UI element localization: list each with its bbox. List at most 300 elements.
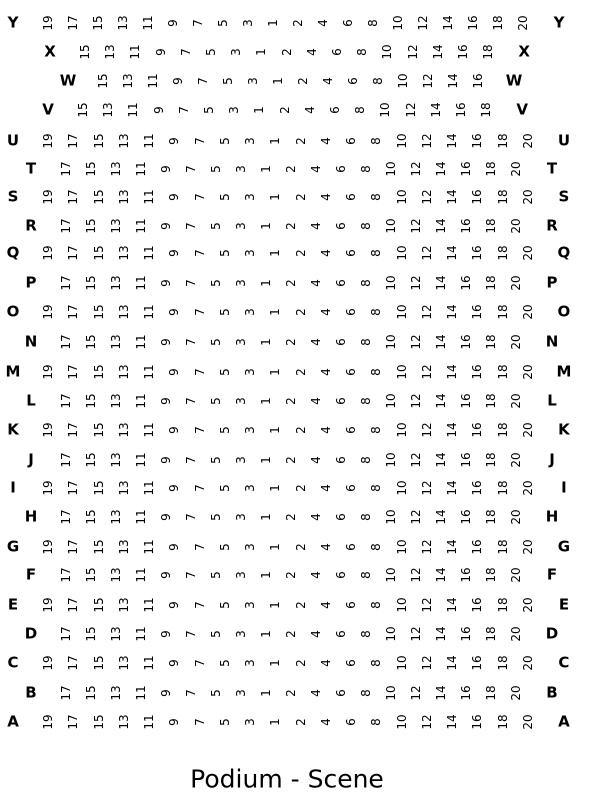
seat-number[interactable]: 10: [394, 597, 409, 613]
seat-number[interactable]: 1: [268, 601, 283, 609]
seat-number[interactable]: 18: [484, 509, 498, 525]
seat-number[interactable]: 15: [78, 44, 92, 60]
seat-number[interactable]: 12: [409, 161, 423, 177]
seat-number[interactable]: 17: [59, 567, 73, 583]
seat-number[interactable]: 14: [445, 714, 460, 730]
seat-number[interactable]: 8: [359, 222, 373, 230]
seat-number[interactable]: 14: [445, 655, 460, 671]
seat-number[interactable]: 16: [456, 44, 470, 60]
seat-number[interactable]: 12: [419, 539, 434, 555]
seat-number[interactable]: 10: [394, 714, 409, 730]
seat-number[interactable]: 13: [116, 597, 131, 613]
seat-number[interactable]: 12: [409, 334, 423, 350]
seat-number[interactable]: 14: [430, 44, 445, 60]
seat-number[interactable]: 4: [318, 601, 333, 609]
seat-number[interactable]: 12: [409, 626, 423, 642]
seat-number[interactable]: 12: [416, 15, 430, 31]
seat-number[interactable]: 16: [470, 364, 485, 380]
seat-number[interactable]: 6: [334, 165, 348, 173]
seat-number[interactable]: 8: [369, 543, 384, 551]
seat-number[interactable]: 13: [116, 539, 131, 555]
seat-number[interactable]: 10: [394, 539, 409, 555]
seat-number[interactable]: 8: [366, 19, 380, 27]
seat-number[interactable]: 6: [330, 48, 344, 56]
seat-number[interactable]: 14: [434, 218, 448, 234]
seat-number[interactable]: 20: [520, 480, 535, 496]
seat-number[interactable]: 9: [167, 543, 182, 551]
seat-number[interactable]: 20: [509, 685, 523, 701]
seat-number[interactable]: 19: [41, 245, 55, 261]
seat-number[interactable]: 13: [116, 189, 131, 205]
seat-number[interactable]: 15: [91, 304, 106, 320]
seat-number[interactable]: 18: [495, 364, 510, 380]
seat-number[interactable]: 15: [91, 422, 106, 438]
seat-number[interactable]: 3: [234, 165, 248, 173]
seat-number[interactable]: 14: [434, 452, 448, 468]
seat-number[interactable]: 11: [142, 189, 157, 205]
seat-number[interactable]: 13: [116, 364, 131, 380]
seat-number[interactable]: 11: [134, 567, 148, 583]
seat-number[interactable]: 3: [243, 426, 258, 434]
seat-number[interactable]: 13: [109, 334, 123, 350]
seat-number[interactable]: 13: [116, 133, 131, 149]
seat-number[interactable]: 13: [116, 422, 131, 438]
seat-number[interactable]: 12: [409, 275, 423, 291]
seat-number[interactable]: 1: [268, 659, 283, 667]
seat-number[interactable]: 8: [369, 193, 384, 201]
seat-number[interactable]: 10: [394, 304, 409, 320]
seat-number[interactable]: 15: [91, 189, 106, 205]
seat-number[interactable]: 5: [209, 513, 223, 521]
seat-number[interactable]: 14: [445, 597, 460, 613]
seat-number[interactable]: 18: [495, 133, 510, 149]
seat-number[interactable]: 6: [344, 426, 359, 434]
seat-number[interactable]: 5: [217, 484, 232, 492]
seat-number[interactable]: 5: [217, 137, 232, 145]
seat-number[interactable]: 8: [359, 513, 373, 521]
seat-number[interactable]: 8: [359, 571, 373, 579]
seat-number[interactable]: 15: [91, 245, 106, 261]
seat-number[interactable]: 9: [159, 630, 173, 638]
seat-number[interactable]: 8: [369, 249, 384, 257]
seat-number[interactable]: 7: [192, 543, 207, 551]
seat-number[interactable]: 18: [484, 334, 498, 350]
seat-number[interactable]: 12: [421, 73, 435, 89]
seat-number[interactable]: 11: [142, 422, 157, 438]
seat-number[interactable]: 14: [434, 161, 448, 177]
seat-number[interactable]: 2: [293, 484, 308, 492]
seat-number[interactable]: 12: [419, 597, 434, 613]
seat-number[interactable]: 16: [470, 539, 485, 555]
seat-number[interactable]: 15: [84, 626, 98, 642]
seat-number[interactable]: 14: [434, 626, 448, 642]
seat-number[interactable]: 1: [266, 19, 280, 27]
seat-number[interactable]: 17: [59, 452, 73, 468]
seat-number[interactable]: 7: [192, 193, 207, 201]
seat-number[interactable]: 12: [409, 685, 423, 701]
seat-number[interactable]: 3: [246, 77, 260, 85]
seat-number[interactable]: 20: [520, 422, 535, 438]
seat-number[interactable]: 10: [384, 685, 398, 701]
seat-number[interactable]: 17: [59, 161, 73, 177]
seat-number[interactable]: 15: [91, 539, 106, 555]
seat-number[interactable]: 9: [159, 689, 173, 697]
seat-number[interactable]: 12: [409, 452, 423, 468]
seat-number[interactable]: 2: [279, 48, 294, 56]
seat-number[interactable]: 4: [309, 397, 323, 405]
seat-number[interactable]: 16: [470, 597, 485, 613]
seat-number[interactable]: 14: [445, 189, 460, 205]
seat-number[interactable]: 20: [520, 597, 535, 613]
seat-number[interactable]: 6: [344, 718, 359, 726]
seat-number[interactable]: 18: [495, 539, 510, 555]
seat-number[interactable]: 5: [217, 193, 232, 201]
seat-number[interactable]: 2: [293, 543, 308, 551]
seat-number[interactable]: 5: [209, 689, 223, 697]
seat-number[interactable]: 5: [209, 397, 223, 405]
seat-number[interactable]: 17: [66, 189, 81, 205]
seat-number[interactable]: 9: [159, 165, 173, 173]
seat-number[interactable]: 16: [470, 480, 485, 496]
seat-number[interactable]: 16: [459, 685, 473, 701]
seat-number[interactable]: 20: [520, 304, 535, 320]
seat-number[interactable]: 9: [167, 368, 182, 376]
seat-number[interactable]: 1: [259, 397, 273, 405]
seat-number[interactable]: 15: [91, 655, 106, 671]
seat-number[interactable]: 19: [41, 364, 55, 380]
seat-number[interactable]: 9: [151, 106, 166, 114]
seat-number[interactable]: 11: [142, 539, 157, 555]
seat-number[interactable]: 17: [66, 133, 81, 149]
seat-number[interactable]: 18: [495, 597, 510, 613]
seat-number[interactable]: 7: [178, 48, 193, 56]
seat-number[interactable]: 1: [259, 571, 273, 579]
seat-number[interactable]: 20: [520, 133, 535, 149]
seat-number[interactable]: 18: [479, 102, 494, 118]
seat-number[interactable]: 5: [202, 106, 216, 114]
seat-number[interactable]: 11: [142, 304, 157, 320]
seat-number[interactable]: 8: [369, 368, 384, 376]
seat-number[interactable]: 11: [142, 597, 157, 613]
seat-number[interactable]: 4: [309, 571, 323, 579]
seat-number[interactable]: 7: [184, 456, 198, 464]
seat-number[interactable]: 7: [184, 279, 198, 287]
seat-number[interactable]: 16: [459, 161, 473, 177]
seat-number[interactable]: 11: [134, 685, 148, 701]
seat-number[interactable]: 12: [419, 655, 434, 671]
seat-number[interactable]: 12: [419, 133, 434, 149]
seat-number[interactable]: 7: [192, 308, 207, 316]
seat-number[interactable]: 11: [142, 133, 157, 149]
seat-number[interactable]: 17: [59, 685, 73, 701]
seat-number[interactable]: 15: [91, 597, 106, 613]
seat-number[interactable]: 15: [84, 334, 98, 350]
seat-number[interactable]: 8: [369, 426, 384, 434]
seat-number[interactable]: 1: [268, 193, 283, 201]
seat-number[interactable]: 16: [459, 218, 473, 234]
seat-number[interactable]: 7: [184, 513, 198, 521]
seat-number[interactable]: 18: [495, 714, 510, 730]
seat-number[interactable]: 7: [184, 571, 198, 579]
seat-number[interactable]: 4: [316, 19, 330, 27]
seat-number[interactable]: 18: [495, 304, 510, 320]
seat-number[interactable]: 12: [409, 218, 423, 234]
seat-number[interactable]: 9: [159, 338, 173, 346]
seat-number[interactable]: 17: [59, 393, 73, 409]
seat-number[interactable]: 7: [192, 426, 207, 434]
seat-number[interactable]: 13: [109, 685, 123, 701]
seat-number[interactable]: 4: [309, 630, 323, 638]
seat-number[interactable]: 2: [293, 601, 308, 609]
seat-number[interactable]: 5: [217, 249, 232, 257]
seat-number[interactable]: 6: [334, 338, 348, 346]
seat-number[interactable]: 13: [116, 480, 131, 496]
seat-number[interactable]: 10: [384, 452, 398, 468]
seat-number[interactable]: 20: [520, 245, 535, 261]
seat-number[interactable]: 9: [167, 484, 182, 492]
seat-number[interactable]: 13: [116, 15, 130, 31]
seat-number[interactable]: 5: [216, 19, 230, 27]
seat-number[interactable]: 15: [84, 452, 98, 468]
seat-number[interactable]: 6: [344, 308, 359, 316]
seat-number[interactable]: 5: [209, 456, 223, 464]
seat-number[interactable]: 10: [394, 422, 409, 438]
seat-number[interactable]: 1: [268, 484, 283, 492]
seat-number[interactable]: 8: [355, 48, 370, 56]
seat-number[interactable]: 9: [167, 718, 182, 726]
seat-number[interactable]: 14: [434, 567, 448, 583]
seat-number[interactable]: 20: [520, 189, 535, 205]
seat-number[interactable]: 17: [59, 218, 73, 234]
seat-number[interactable]: 16: [459, 509, 473, 525]
seat-number[interactable]: 10: [384, 626, 398, 642]
seat-number[interactable]: 1: [252, 106, 267, 114]
seat-number[interactable]: 12: [409, 393, 423, 409]
seat-number[interactable]: 18: [484, 275, 498, 291]
seat-number[interactable]: 1: [268, 426, 283, 434]
seat-number[interactable]: 2: [284, 222, 298, 230]
seat-number[interactable]: 9: [159, 222, 173, 230]
seat-number[interactable]: 14: [445, 480, 460, 496]
seat-number[interactable]: 3: [234, 397, 248, 405]
seat-number[interactable]: 1: [259, 279, 273, 287]
seat-number[interactable]: 2: [284, 338, 298, 346]
seat-number[interactable]: 1: [259, 338, 273, 346]
seat-number[interactable]: 9: [167, 137, 182, 145]
seat-number[interactable]: 6: [334, 689, 348, 697]
seat-number[interactable]: 4: [309, 513, 323, 521]
seat-number[interactable]: 11: [142, 480, 157, 496]
seat-number[interactable]: 17: [59, 509, 73, 525]
seat-number[interactable]: 3: [234, 456, 248, 464]
seat-number[interactable]: 4: [302, 106, 317, 114]
seat-number[interactable]: 16: [470, 245, 485, 261]
seat-number[interactable]: 5: [217, 368, 232, 376]
seat-number[interactable]: 6: [334, 571, 348, 579]
seat-number[interactable]: 20: [509, 509, 523, 525]
seat-number[interactable]: 4: [309, 338, 323, 346]
seat-number[interactable]: 9: [167, 193, 182, 201]
seat-number[interactable]: 1: [271, 77, 285, 85]
seat-number[interactable]: 14: [434, 334, 448, 350]
seat-number[interactable]: 5: [217, 659, 232, 667]
seat-number[interactable]: 20: [520, 655, 535, 671]
seat-number[interactable]: 15: [84, 509, 98, 525]
seat-number[interactable]: 12: [419, 245, 434, 261]
seat-number[interactable]: 13: [116, 304, 131, 320]
seat-number[interactable]: 1: [268, 137, 283, 145]
seat-number[interactable]: 18: [484, 161, 498, 177]
seat-number[interactable]: 4: [318, 659, 333, 667]
seat-number[interactable]: 8: [369, 484, 384, 492]
seat-number[interactable]: 16: [470, 714, 485, 730]
seat-number[interactable]: 4: [318, 249, 333, 257]
seat-number[interactable]: 16: [470, 189, 485, 205]
seat-number[interactable]: 16: [466, 15, 480, 31]
seat-number[interactable]: 20: [520, 714, 535, 730]
seat-number[interactable]: 3: [234, 571, 248, 579]
seat-number[interactable]: 2: [293, 137, 308, 145]
seat-number[interactable]: 8: [359, 397, 373, 405]
seat-number[interactable]: 20: [516, 15, 530, 31]
seat-number[interactable]: 16: [459, 275, 473, 291]
seat-number[interactable]: 4: [309, 689, 323, 697]
seat-number[interactable]: 10: [394, 189, 409, 205]
seat-number[interactable]: 5: [217, 308, 232, 316]
seat-number[interactable]: 18: [484, 452, 498, 468]
seat-number[interactable]: 9: [159, 397, 173, 405]
seat-number[interactable]: 15: [91, 15, 105, 31]
seat-number[interactable]: 10: [384, 275, 398, 291]
seat-number[interactable]: 3: [243, 249, 258, 257]
seat-number[interactable]: 5: [209, 279, 223, 287]
seat-number[interactable]: 5: [209, 222, 223, 230]
seat-number[interactable]: 2: [293, 193, 308, 201]
seat-number[interactable]: 7: [184, 397, 198, 405]
seat-number[interactable]: 4: [304, 48, 319, 56]
seat-number[interactable]: 11: [146, 73, 160, 89]
seat-number[interactable]: 17: [66, 245, 81, 261]
seat-number[interactable]: 8: [369, 308, 384, 316]
seat-number[interactable]: 4: [321, 77, 335, 85]
seat-number[interactable]: 18: [484, 218, 498, 234]
seat-number[interactable]: 18: [484, 685, 498, 701]
seat-number[interactable]: 17: [59, 275, 73, 291]
seat-number[interactable]: 1: [259, 689, 273, 697]
seat-number[interactable]: 11: [142, 655, 157, 671]
seat-number[interactable]: 8: [359, 338, 373, 346]
seat-number[interactable]: 13: [109, 218, 123, 234]
seat-number[interactable]: 14: [445, 539, 460, 555]
seat-number[interactable]: 11: [134, 509, 148, 525]
seat-number[interactable]: 2: [284, 165, 298, 173]
seat-number[interactable]: 17: [66, 480, 81, 496]
seat-number[interactable]: 17: [66, 597, 81, 613]
seat-number[interactable]: 1: [259, 165, 273, 173]
seat-number[interactable]: 11: [134, 452, 148, 468]
seat-number[interactable]: 18: [484, 393, 498, 409]
seat-number[interactable]: 13: [116, 714, 131, 730]
seat-number[interactable]: 17: [66, 15, 80, 31]
seat-number[interactable]: 15: [91, 480, 106, 496]
seat-number[interactable]: 10: [380, 44, 395, 60]
seat-number[interactable]: 14: [441, 15, 455, 31]
seat-number[interactable]: 19: [41, 597, 55, 613]
seat-number[interactable]: 16: [459, 626, 473, 642]
seat-number[interactable]: 6: [344, 193, 359, 201]
seat-number[interactable]: 10: [384, 509, 398, 525]
seat-number[interactable]: 9: [159, 571, 173, 579]
seat-number[interactable]: 6: [344, 659, 359, 667]
seat-number[interactable]: 20: [509, 567, 523, 583]
seat-number[interactable]: 20: [509, 334, 523, 350]
seat-number[interactable]: 20: [509, 626, 523, 642]
seat-number[interactable]: 11: [134, 218, 148, 234]
seat-number[interactable]: 3: [243, 137, 258, 145]
seat-number[interactable]: 20: [520, 364, 535, 380]
seat-number[interactable]: 10: [384, 218, 398, 234]
seat-number[interactable]: 19: [41, 15, 55, 31]
seat-number[interactable]: 2: [284, 397, 298, 405]
seat-number[interactable]: 11: [134, 334, 148, 350]
seat-number[interactable]: 17: [66, 422, 81, 438]
seat-number[interactable]: 9: [167, 249, 182, 257]
seat-number[interactable]: 3: [234, 513, 248, 521]
seat-number[interactable]: 3: [234, 279, 248, 287]
seat-number[interactable]: 10: [378, 102, 393, 118]
seat-number[interactable]: 7: [192, 659, 207, 667]
seat-number[interactable]: 19: [41, 189, 55, 205]
seat-number[interactable]: 2: [293, 718, 308, 726]
seat-number[interactable]: 3: [243, 659, 258, 667]
seat-number[interactable]: 7: [191, 19, 205, 27]
seat-number[interactable]: 12: [409, 509, 423, 525]
seat-number[interactable]: 3: [243, 718, 258, 726]
seat-number[interactable]: 19: [41, 480, 55, 496]
seat-number[interactable]: 1: [268, 249, 283, 257]
seat-number[interactable]: 4: [318, 484, 333, 492]
seat-number[interactable]: 10: [384, 334, 398, 350]
seat-number[interactable]: 9: [167, 659, 182, 667]
seat-number[interactable]: 14: [445, 133, 460, 149]
seat-number[interactable]: 6: [346, 77, 360, 85]
seat-number[interactable]: 2: [293, 308, 308, 316]
seat-number[interactable]: 5: [209, 571, 223, 579]
seat-number[interactable]: 4: [309, 165, 323, 173]
seat-number[interactable]: 4: [318, 543, 333, 551]
seat-number[interactable]: 13: [109, 452, 123, 468]
seat-number[interactable]: 12: [403, 102, 418, 118]
seat-number[interactable]: 9: [167, 601, 182, 609]
seat-number[interactable]: 16: [454, 102, 468, 118]
seat-number[interactable]: 9: [171, 77, 185, 85]
seat-number[interactable]: 8: [371, 77, 385, 85]
seat-number[interactable]: 11: [141, 15, 155, 31]
seat-number[interactable]: 2: [291, 19, 305, 27]
seat-number[interactable]: 2: [284, 456, 298, 464]
seat-number[interactable]: 20: [509, 218, 523, 234]
seat-number[interactable]: 3: [234, 630, 248, 638]
seat-number[interactable]: 3: [241, 19, 255, 27]
seat-number[interactable]: 15: [91, 364, 106, 380]
seat-number[interactable]: 5: [217, 601, 232, 609]
seat-number[interactable]: 13: [116, 655, 131, 671]
seat-number[interactable]: 6: [334, 279, 348, 287]
seat-number[interactable]: 2: [293, 368, 308, 376]
seat-number[interactable]: 10: [384, 161, 398, 177]
seat-number[interactable]: 5: [209, 338, 223, 346]
seat-number[interactable]: 3: [243, 543, 258, 551]
